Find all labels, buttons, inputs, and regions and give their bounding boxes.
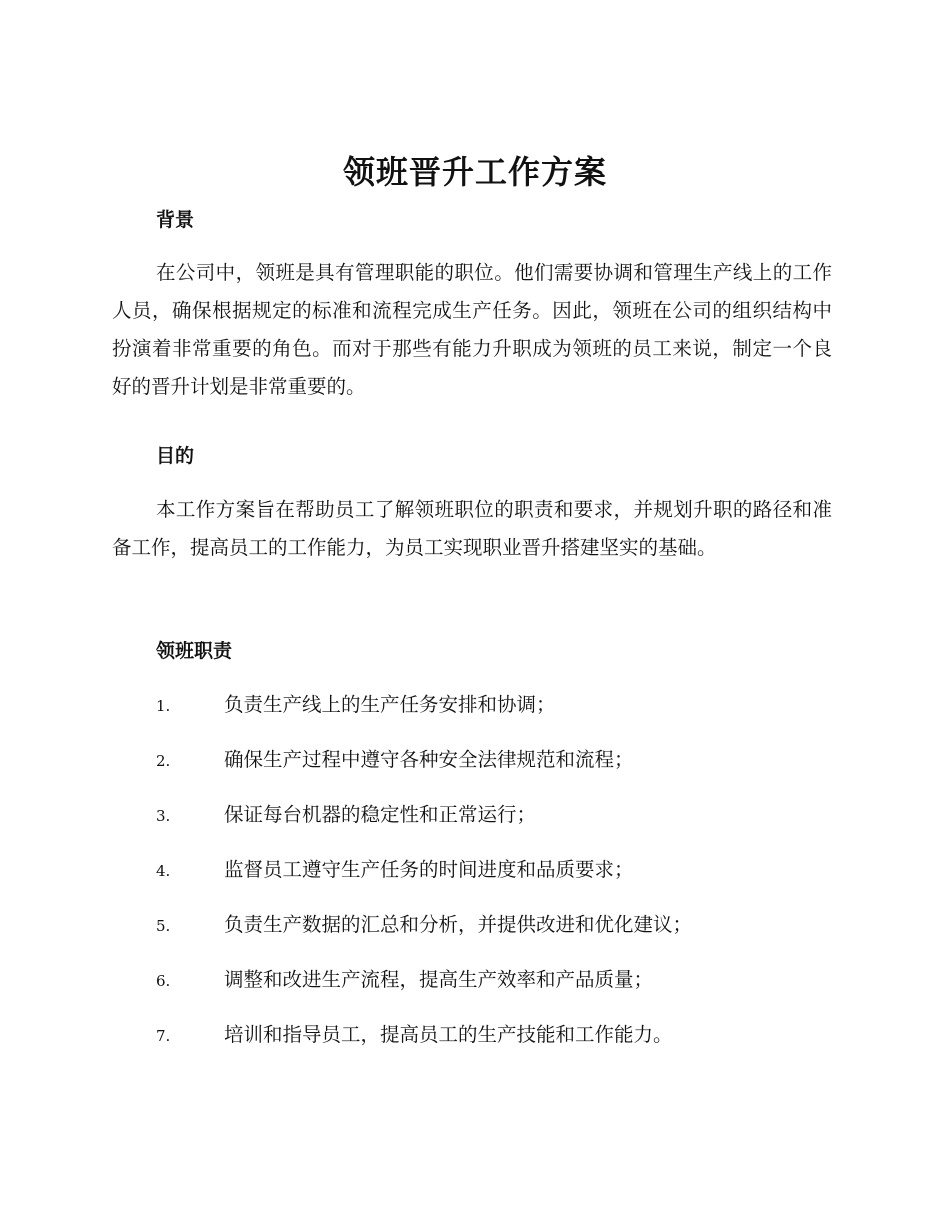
list-item-text: 确保生产过程中遵守各种安全法律规范和流程；	[224, 748, 634, 771]
list-item-number: 3.	[156, 807, 171, 825]
list-item-number: 6.	[156, 972, 171, 990]
list-item-text: 调整和改进生产流程，提高生产效率和产品质量；	[224, 968, 654, 991]
list-item-number: 1.	[156, 697, 171, 715]
list-item	[156, 1016, 846, 1071]
background-paragraph: 在公司中，领班是具有管理职能的职位。他们需要协调和管理生产线上的工作人员，确保根据规定的标准和流程完成生产任务。因此，领班在公司的组织结构中扮演着非常重要的角色。而对于那些有能力升职成为领班的员工来说，制定一个良好的晋升计划是非常重要的。	[112, 261, 832, 398]
document-title: 领班晋升工作方案	[342, 153, 607, 191]
list-item	[156, 906, 846, 961]
list-item	[156, 961, 846, 1016]
list-item	[156, 741, 846, 796]
list-item-text: 负责生产数据的汇总和分析，并提供改进和优化建议；	[224, 913, 693, 936]
section-heading-background: 背景	[156, 209, 195, 231]
section-heading-duties: 领班职责	[156, 640, 233, 662]
section-heading-purpose: 目的	[156, 445, 195, 467]
list-item-number: 7.	[156, 1027, 171, 1045]
list-item	[156, 796, 846, 851]
list-item	[156, 686, 846, 741]
list-item-text: 负责生产线上的生产任务安排和协调；	[224, 693, 556, 716]
list-item-number: 4.	[156, 862, 171, 880]
list-item-number: 2.	[156, 752, 171, 770]
duties-list	[156, 686, 846, 1071]
purpose-paragraph: 本工作方案旨在帮助员工了解领班职位的职责和要求，并规划升职的路径和准备工作，提高员工的工作能力，为员工实现职业晋升搭建坚实的基础。	[112, 498, 832, 559]
list-item-text: 监督员工遵守生产任务的时间进度和品质要求；	[224, 858, 634, 881]
list-item-number: 5.	[156, 917, 171, 935]
list-item	[156, 851, 846, 906]
list-item-text: 培训和指导员工，提高员工的生产技能和工作能力。	[224, 1023, 673, 1046]
list-item-text: 保证每台机器的稳定性和正常运行；	[224, 803, 537, 826]
